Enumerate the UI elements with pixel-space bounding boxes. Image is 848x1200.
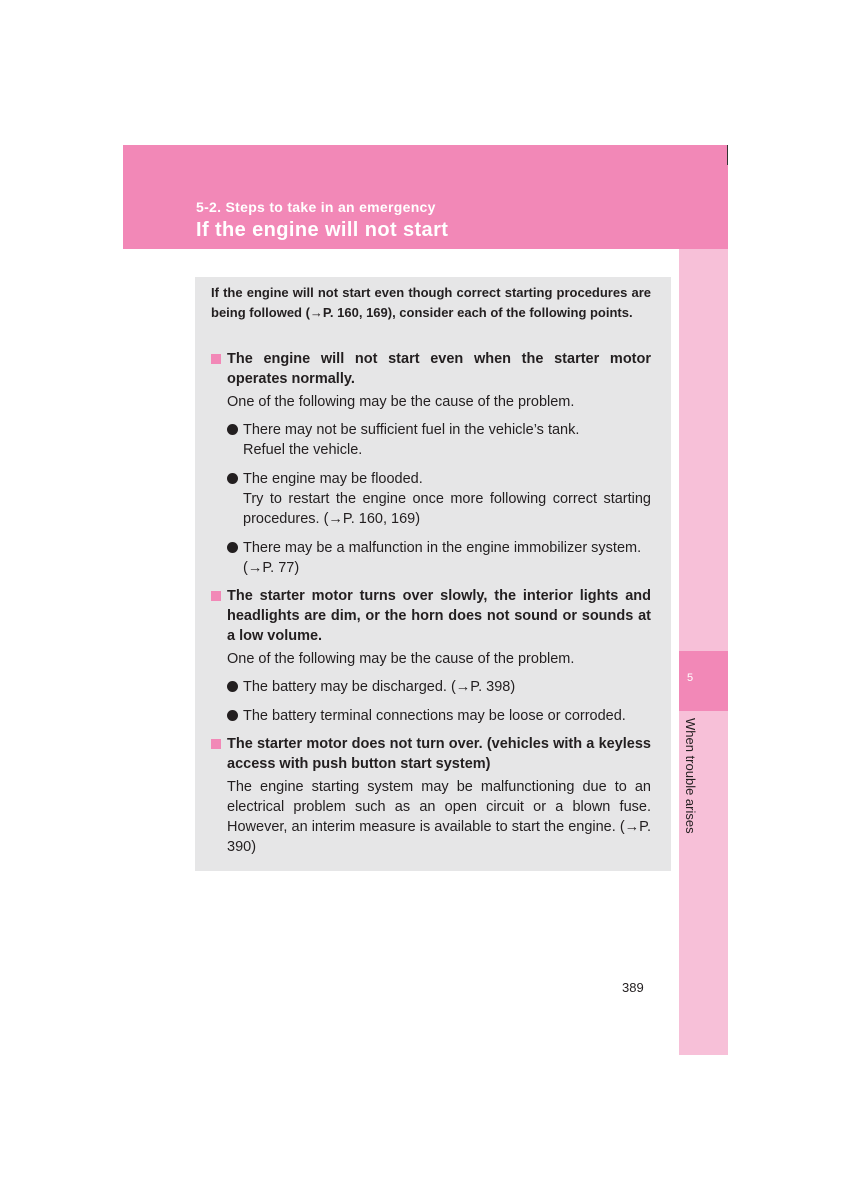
bullet-dot-icon	[227, 710, 238, 721]
section-label: 5-2. Steps to take in an emergency	[196, 199, 436, 215]
crop-mark-top	[727, 145, 728, 165]
section-heading-3	[211, 734, 651, 774]
section-heading-text: The engine will not start even when the starter motor operates normally.	[227, 351, 651, 387]
bullet-line: The battery may be discharged. (→P. 398)	[243, 679, 516, 695]
bullet-item	[227, 420, 651, 460]
section-lead-3: The engine starting system may be malfunctioning due to an electrical problem such as an open circuit or a blown fuse. However, an interim measure is available to start the engine. (→P. 390)	[227, 779, 651, 855]
section-heading-1	[211, 349, 651, 389]
bullet-line: Refuel the vehicle.	[243, 442, 363, 458]
bullet-dot-icon	[227, 473, 238, 484]
bullet-dot-icon	[227, 681, 238, 692]
bullet-item	[227, 677, 651, 697]
bullet-line: The engine may be flooded.	[243, 471, 423, 487]
pink-square-icon	[211, 591, 221, 601]
bullet-dot-icon	[227, 542, 238, 553]
bullet-line: (→P. 77)	[243, 560, 300, 576]
section-heading-text: The starter motor does not turn over. (vehicles with a keyless access with push button start system)	[227, 736, 651, 772]
pink-square-icon	[211, 354, 221, 364]
bullet-line: The battery terminal connections may be loose or corroded.	[243, 708, 626, 724]
page-title: If the engine will not start	[196, 219, 449, 241]
bullet-item	[227, 706, 651, 726]
pink-square-icon	[211, 739, 221, 749]
intro-paragraph: If the engine will not start even though correct starting procedures are being followed (→P. 160, 169), consider each of the following points.	[211, 285, 651, 320]
chapter-number: 5	[687, 672, 694, 684]
page-number: 389	[622, 980, 644, 995]
section-heading-2	[211, 586, 651, 646]
section-heading-text: The starter motor turns over slowly, the interior lights and headlights are dim, or the horn does not sound or sounds at a low volume.	[227, 588, 651, 644]
chapter-title: When trouble arises	[683, 718, 698, 834]
bullet-line: Try to restart the engine once more following correct starting procedures. (→P. 160, 169)	[243, 491, 651, 527]
bullet-item	[227, 469, 651, 529]
section-lead-1: One of the following may be the cause of the problem.	[227, 394, 575, 410]
bullet-line: There may be a malfunction in the engine immobilizer system.	[243, 540, 642, 556]
bullet-item	[227, 538, 651, 578]
section-lead-2: One of the following may be the cause of the problem.	[227, 651, 575, 667]
bullet-dot-icon	[227, 424, 238, 435]
bullet-line: There may not be sufficient fuel in the vehicle’s tank.	[243, 422, 580, 438]
